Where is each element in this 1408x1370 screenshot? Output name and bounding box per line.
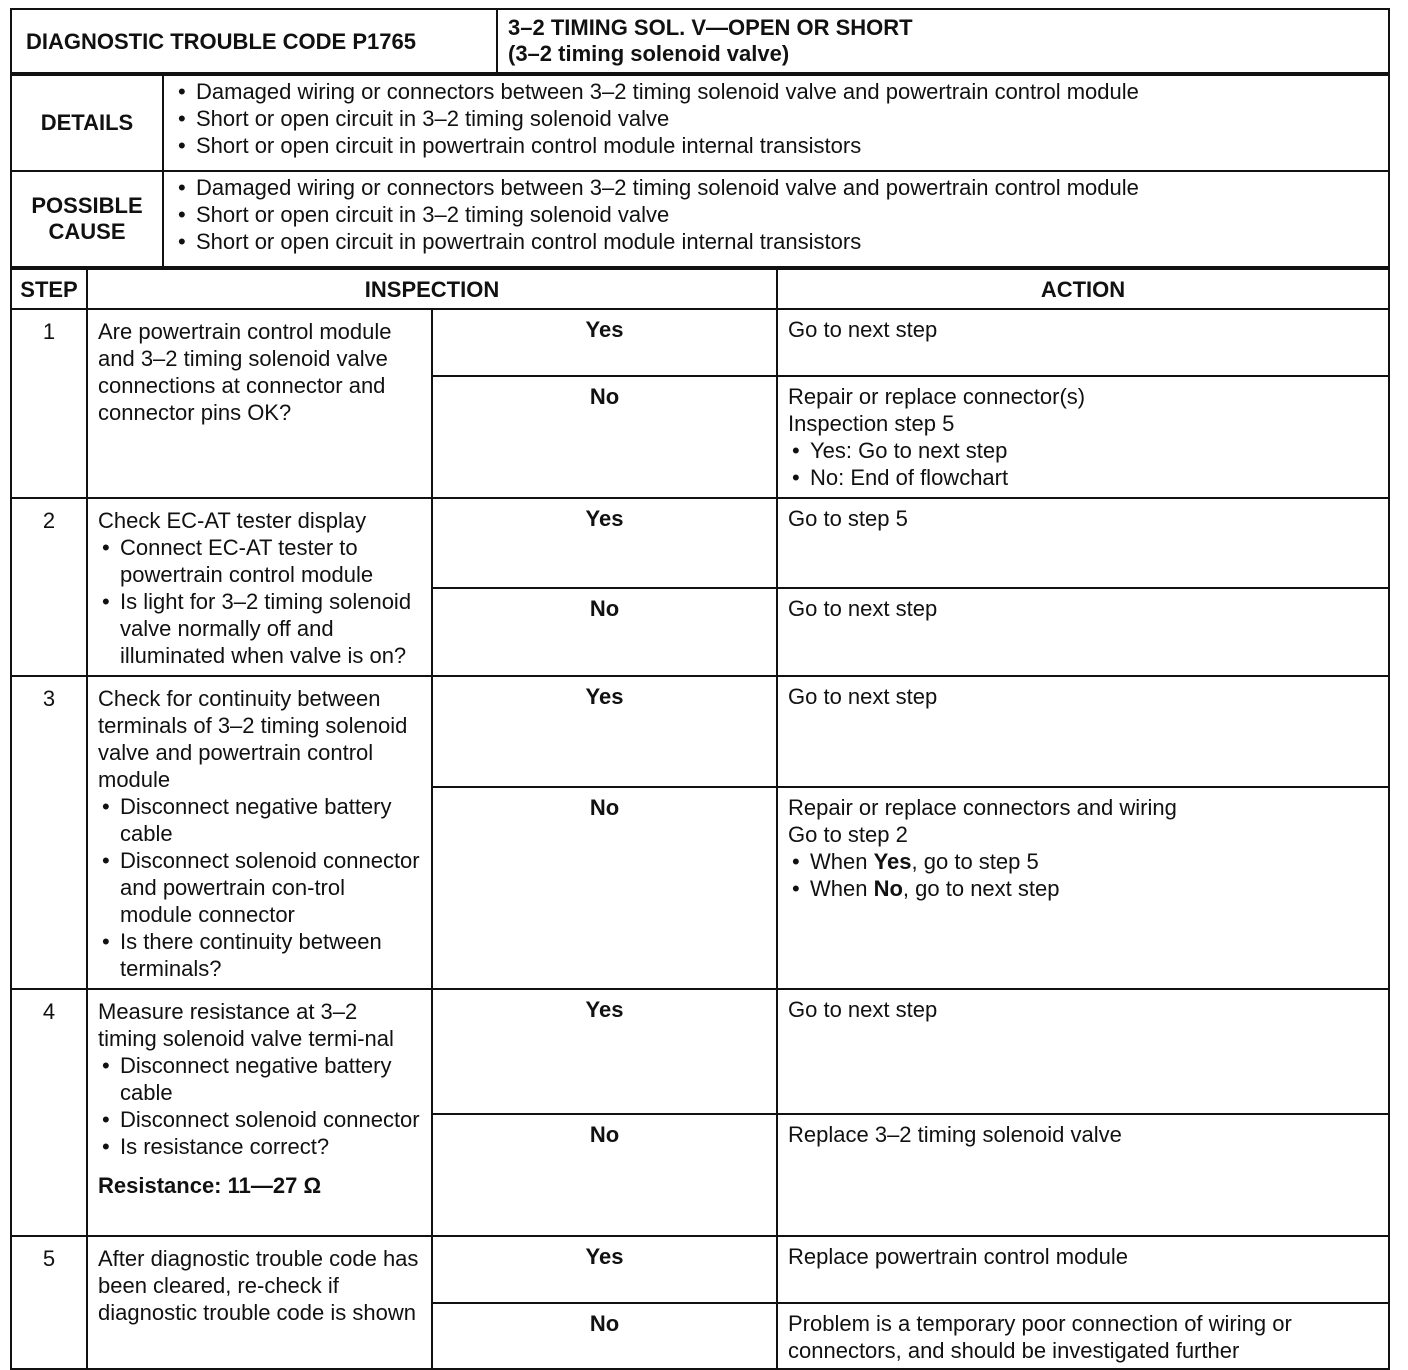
no-action <box>777 787 1389 989</box>
yes-label: Yes <box>432 1236 777 1303</box>
step-inspection <box>87 1236 432 1369</box>
step-inspection <box>87 309 432 498</box>
step-inspection <box>87 498 432 676</box>
possible-cause-label-line1: POSSIBLE <box>31 193 143 218</box>
no-label: No <box>432 588 777 676</box>
no-action: Problem is a temporary poor connection of wiring or connectors, and should be investigated further <box>777 1303 1389 1369</box>
yes-label: Yes <box>432 989 777 1114</box>
possible-cause-label <box>11 171 163 267</box>
yes-action: Go to step 5 <box>777 498 1389 588</box>
inspection-text: Check for continuity between terminals of 3–2 timing solenoid valve and powertrain control module <box>98 686 408 792</box>
yes-action: Go to next step <box>777 676 1389 787</box>
no-label: No <box>432 376 777 498</box>
possible-cause-item: • Short or open circuit in 3–2 timing solenoid valve <box>174 201 1380 228</box>
column-header-step: STEP <box>11 269 87 309</box>
details-label: DETAILS <box>11 75 163 171</box>
details-table <box>10 74 1390 268</box>
inspection-text: After diagnostic trouble code has been cleared, re-check if diagnostic trouble code is shown <box>98 1246 419 1325</box>
column-header-inspection: INSPECTION <box>87 269 777 309</box>
possible-cause-item: • Damaged wiring or connectors between 3–2 timing solenoid valve and powertrain control module <box>174 174 1380 201</box>
action-line: Go to step 2 <box>788 821 908 847</box>
step-number: 3 <box>11 676 87 989</box>
no-label: No <box>432 1303 777 1369</box>
details-list <box>163 75 1389 171</box>
inspection-text: Measure resistance at 3–2 timing solenoid valve termi-nal <box>98 999 394 1051</box>
details-item: • Short or open circuit in powertrain control module internal transistors <box>174 132 1380 159</box>
possible-cause-item: • Short or open circuit in powertrain control module internal transistors <box>174 228 1380 255</box>
inspection-bullet: • Disconnect negative battery cable <box>98 793 421 847</box>
column-header-action: ACTION <box>777 269 1389 309</box>
no-action: Go to next step <box>777 588 1389 676</box>
inspection-bullet: • Disconnect negative battery cable <box>98 1052 421 1106</box>
step-inspection <box>87 676 432 989</box>
no-action: Replace 3–2 timing solenoid valve <box>777 1114 1389 1236</box>
inspection-bullet: • Is there continuity between terminals? <box>98 928 421 982</box>
diagnostic-document <box>10 8 1390 1370</box>
action-bullet: • Yes: Go to next step <box>788 437 1378 464</box>
yes-action: Go to next step <box>777 309 1389 376</box>
table-row <box>11 989 1389 1114</box>
yes-label: Yes <box>432 498 777 588</box>
action-bullet: • No: End of flowchart <box>788 464 1378 491</box>
no-action <box>777 376 1389 498</box>
table-row <box>11 1236 1389 1303</box>
action-line: Repair or replace connector(s) <box>788 384 1086 409</box>
steps-table <box>10 268 1390 1370</box>
step-inspection <box>87 989 432 1236</box>
inspection-bullet: • Disconnect solenoid connector <box>98 1106 421 1133</box>
action-bullet: • When Yes, go to step 5 <box>788 848 1378 875</box>
no-label: No <box>432 787 777 989</box>
table-row <box>11 676 1389 787</box>
trouble-code-title <box>497 9 1389 73</box>
resistance-spec: Resistance: 11—27 Ω <box>98 1173 322 1198</box>
inspection-bullet: • Is resistance correct? <box>98 1133 421 1160</box>
step-number: 2 <box>11 498 87 676</box>
inspection-bullet: • Connect EC-AT tester to powertrain control module <box>98 534 421 588</box>
step-number: 4 <box>11 989 87 1236</box>
details-item: • Damaged wiring or connectors between 3–2 timing solenoid valve and powertrain control module <box>174 78 1380 105</box>
title-line-2: (3–2 timing solenoid valve) <box>508 41 790 66</box>
inspection-text: Check EC-AT tester display <box>98 508 367 533</box>
yes-label: Yes <box>432 309 777 376</box>
step-number: 1 <box>11 309 87 498</box>
table-row <box>11 498 1389 588</box>
action-line: Repair or replace connectors and wiring <box>788 794 1177 820</box>
table-row <box>11 309 1389 376</box>
action-bullet: • When No, go to next step <box>788 875 1378 902</box>
no-label: No <box>432 1114 777 1236</box>
header-table <box>10 8 1390 74</box>
details-item: • Short or open circuit in 3–2 timing solenoid valve <box>174 105 1380 132</box>
inspection-text: Are powertrain control module and 3–2 timing solenoid valve connections at connector and connector pins OK? <box>98 319 392 425</box>
yes-label: Yes <box>432 676 777 787</box>
yes-action: Go to next step <box>777 989 1389 1114</box>
trouble-code-label: DIAGNOSTIC TROUBLE CODE P1765 <box>11 9 497 73</box>
inspection-bullet: • Is light for 3–2 timing solenoid valve normally off and illuminated when valve is on? <box>98 588 421 669</box>
inspection-bullet: • Disconnect solenoid connector and powertrain con-trol module connector <box>98 847 421 928</box>
possible-cause-label-line2: CAUSE <box>48 219 126 244</box>
title-line-1: 3–2 TIMING SOL. V—OPEN OR SHORT <box>508 15 913 40</box>
action-line: Inspection step 5 <box>788 411 955 436</box>
step-number: 5 <box>11 1236 87 1369</box>
yes-action: Replace powertrain control module <box>777 1236 1389 1303</box>
possible-cause-list <box>163 171 1389 267</box>
